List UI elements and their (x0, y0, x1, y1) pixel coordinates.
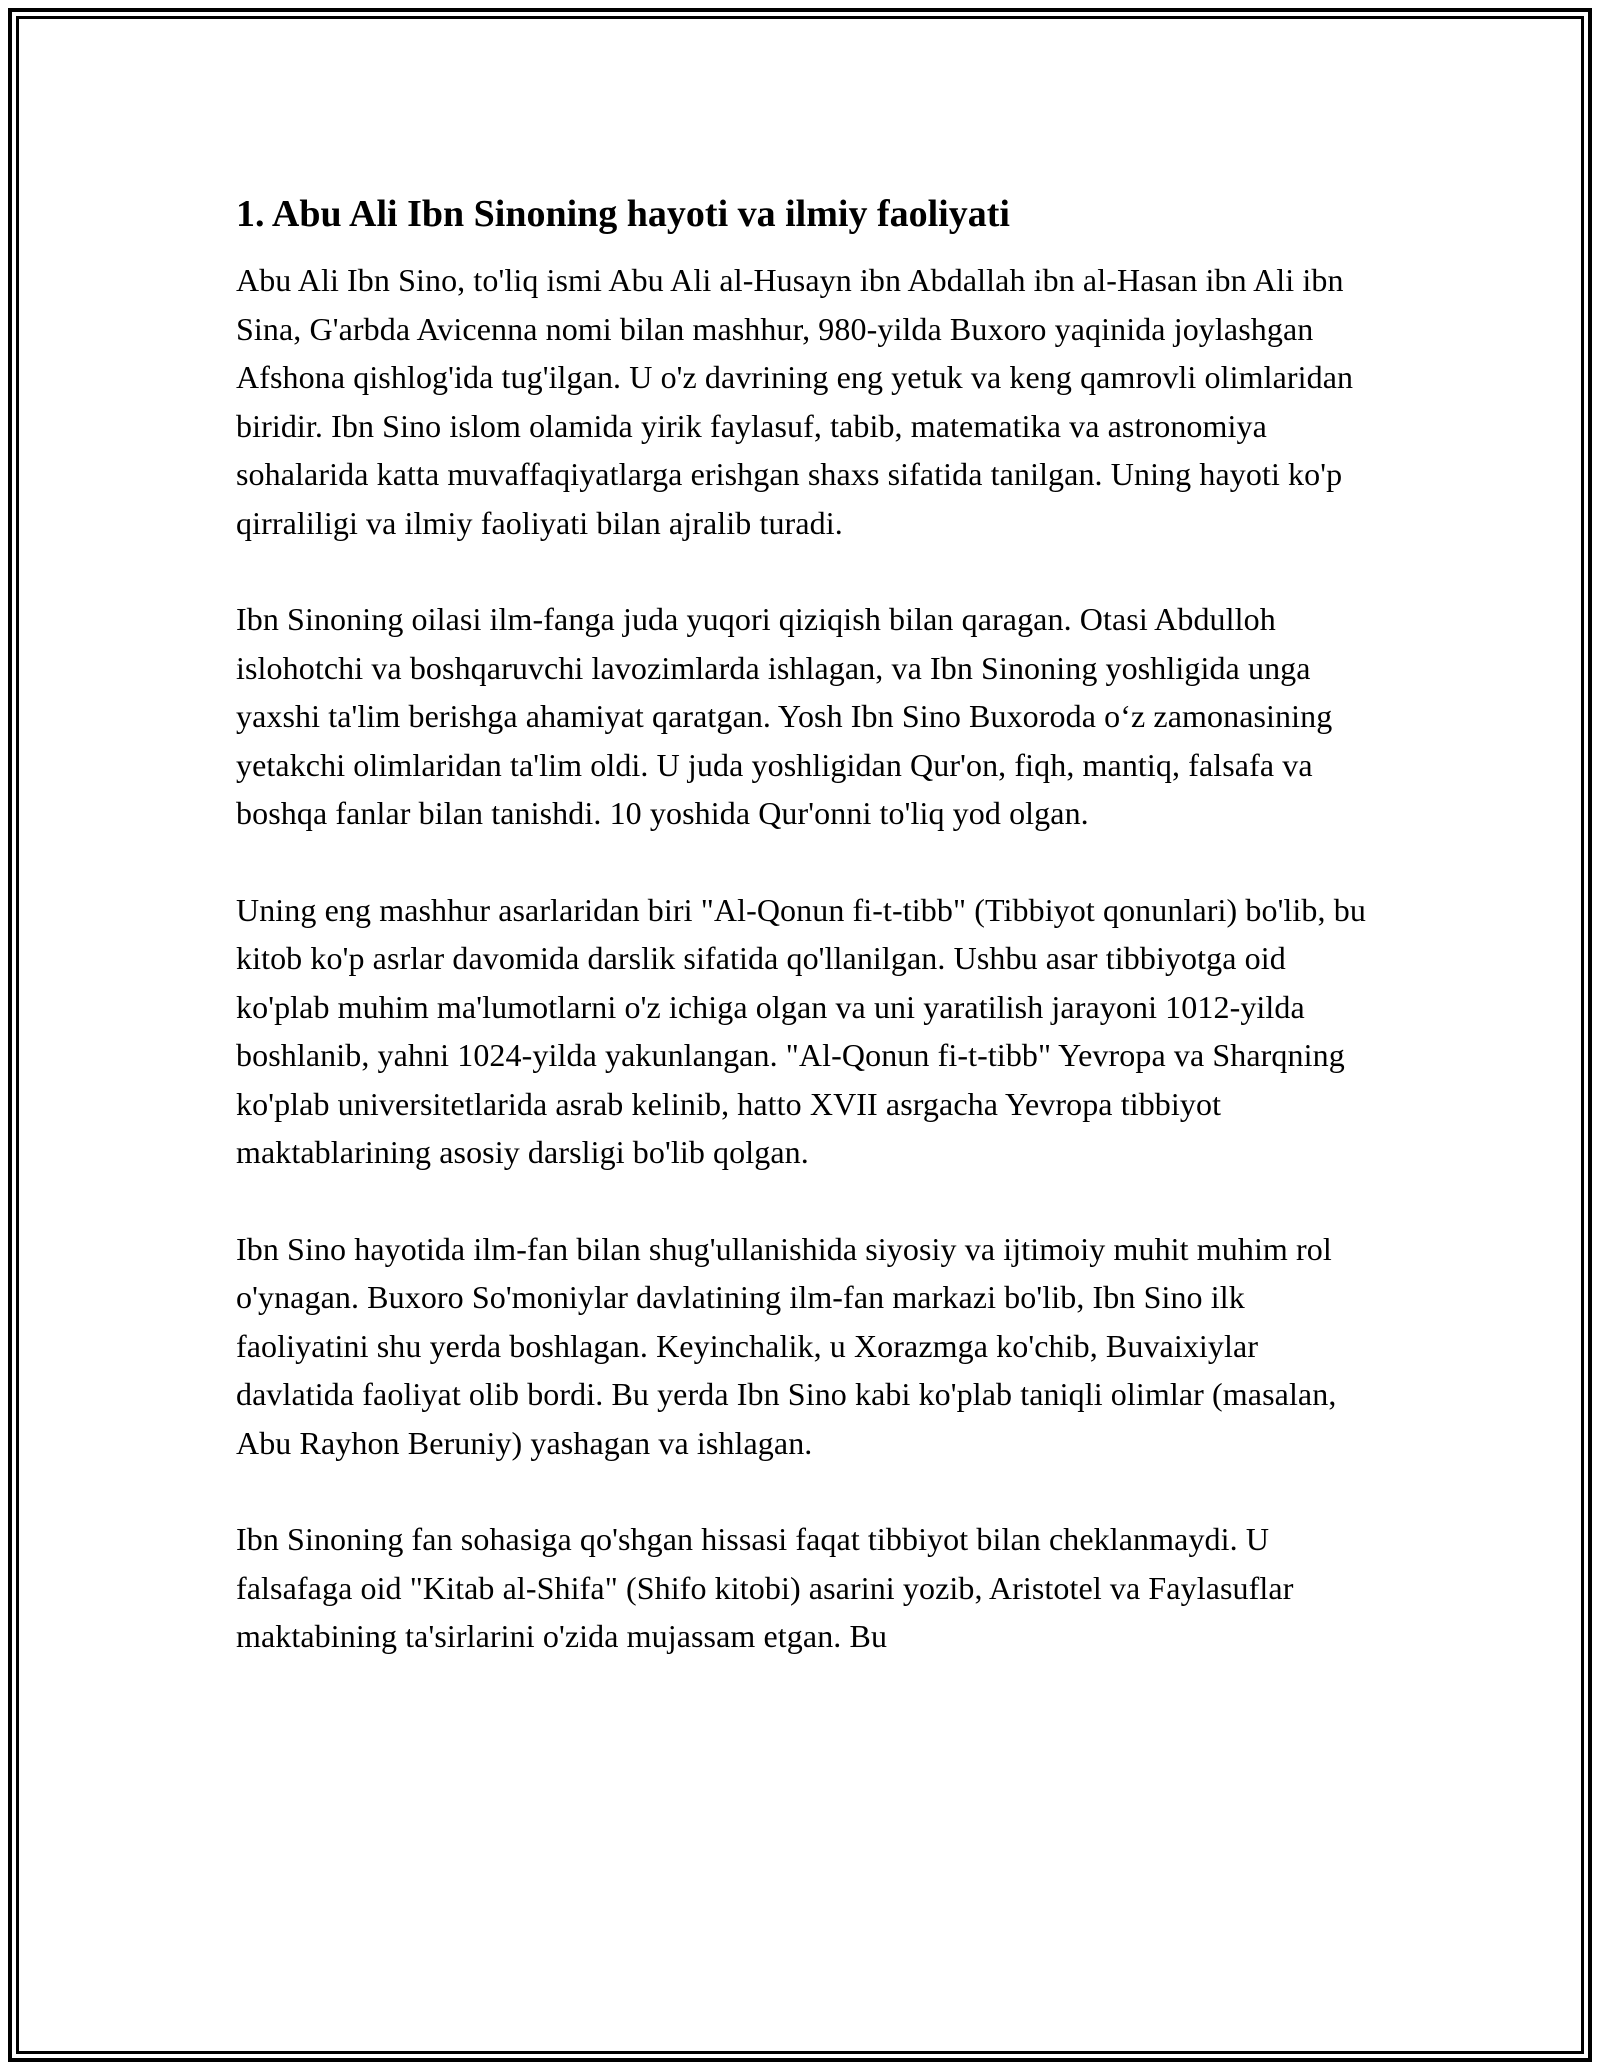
paragraph-early-life: Abu Ali Ibn Sino, to'liq ismi Abu Ali al-Husayn ibn Abdallah ibn al-Hasan ibn Ali ibn Sina, G'arbda Avicenna nomi bilan mashhur, 980-yilda Buxoro yaqinida joylashgan Afshona qishlog'ida tug'ilgan. U o'z davrining eng yetuk va keng qamrovli olimlaridan biridir. Ibn Sino islom olamida yirik faylasuf, tabib, matematika va astronomiya sohalarida katta muvaffaqiyatlarga erishgan shaxs sifatida tanilgan. Uning hayoti ko'p qirraliligi va ilmiy faoliyati bilan ajralib turadi. (236, 262, 1354, 541)
paragraph-political-environment: Ibn Sino hayotida ilm-fan bilan shug'ullanishida siyosiy va ijtimoiy muhit muhim rol o'ynagan. Buxoro So'moniylar davlatining ilm-fan markazi bo'lib, Ibn Sino ilk faoliyatini shu yerda boshlagan. Keyinchalik, u Xorazmga ko'chib, Buvaixiylar davlatida faoliyat olib bordi. Bu yerda Ibn Sino kabi ko'plab taniqli olimlar (masalan, Abu Rayhon Beruniy) yashagan va ishlagan. (236, 1230, 1337, 1461)
paragraph-philosophy-contribution: Ibn Sinoning fan sohasiga qo'shgan hissasi faqat tibbiyot bilan cheklanmaydi. U falsafaga oid "Kitab al-Shifa" (Shifo kitobi) asarini yozib, Aristotel va Faylasuflar maktabining ta'sirlarini o'zida mujassam etgan. Bu (236, 1521, 1294, 1654)
paragraph-canon-of-medicine: Uning eng mashhur asarlaridan biri "Al-Qonun fi-t-tibb" (Tibbiyot qonunlari) bo'lib, bu kitob ko'p asrlar davomida darslik sifatida qo'llanilgan. Ushbu asar tibbiyotga oid ko'plab muhim ma'lumotlarni o'z ichiga olgan va uni yaratilish jarayoni 1012-yilda boshlanib, yahni 1024-yilda yakunlangan. "Al-Qonun fi-t-tibb" Yevropa va Sharqning ko'plab universitetlarida asrab kelinib, hatto XVII asrgacha Yevropa tibbiyot maktablarining asosiy darsligi bo'lib qolgan. (236, 891, 1366, 1170)
paragraph-family-education: Ibn Sinoning oilasi ilm-fanga juda yuqori qiziqish bilan qaragan. Otasi Abdulloh islohotchi va boshqaruvchi lavozimlarda ishlagan, va Ibn Sinoning yoshligida unga yaxshi ta'lim berishga ahamiyat qaratgan. Yosh Ibn Sino Buxoroda o‘z zamonasining yetakchi olimlaridan ta'lim oldi. U juda yoshligidan Qur'on, fiqh, mantiq, falsafa va boshqa fanlar bilan tanishdi. 10 yoshida Qur'onni to'liq yod olgan. (236, 601, 1333, 831)
section-heading: 1. Abu Ali Ibn Sinoning hayoti va ilmiy faoliyati (236, 193, 1010, 235)
document-body (236, 186, 1376, 1709)
